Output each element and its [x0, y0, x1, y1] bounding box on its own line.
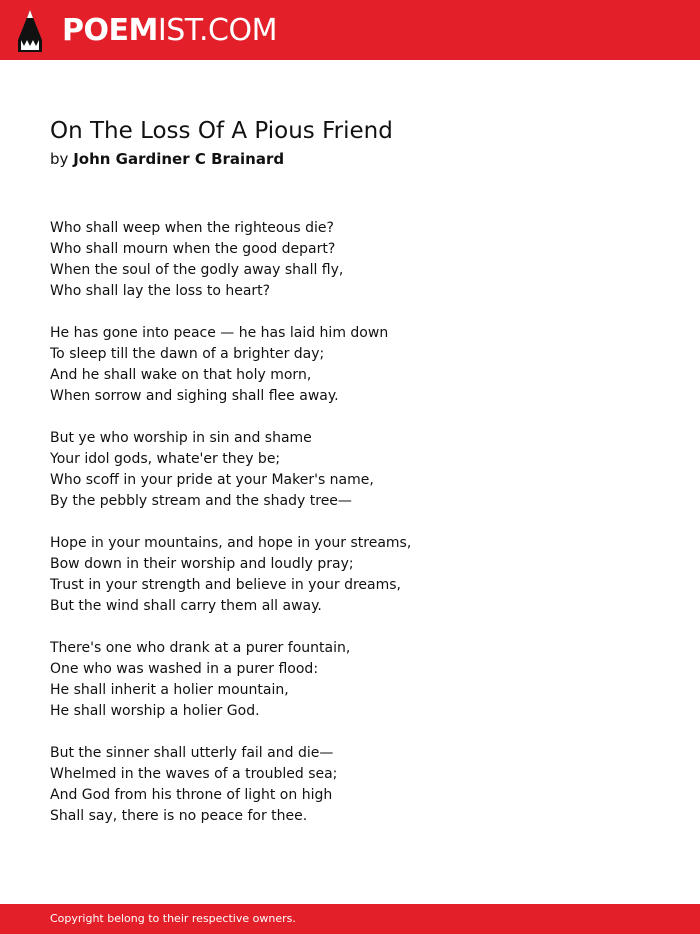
- copyright-text: Copyright belong to their respective owners.: [50, 912, 296, 925]
- author-name: John Gardiner C Brainard: [73, 150, 285, 168]
- poem-line: When the soul of the godly away shall fly,: [50, 262, 344, 278]
- site-footer: [0, 904, 700, 934]
- poem-line: He shall inherit a holier mountain,: [50, 682, 289, 698]
- poem-line: Who scoff in your pride at your Maker's name,: [50, 472, 374, 488]
- stanza: [50, 743, 650, 827]
- poem-line: Who shall mourn when the good depart?: [50, 241, 336, 257]
- poem-line: Bow down in their worship and loudly pray;: [50, 556, 354, 572]
- poem-line: Whelmed in the waves of a troubled sea;: [50, 766, 338, 782]
- poem-line: Who shall weep when the righteous die?: [50, 220, 334, 236]
- poem-line: He has gone into peace — he has laid him down: [50, 325, 389, 341]
- poem-line: When sorrow and sighing shall flee away.: [50, 388, 339, 404]
- logo-light-text: IST.COM: [157, 13, 277, 48]
- poem-line: But the sinner shall utterly fail and die—: [50, 745, 334, 761]
- stanza: [50, 218, 650, 302]
- poem-line: By the pebbly stream and the shady tree—: [50, 493, 352, 509]
- poem-body: [50, 218, 650, 848]
- poem-line: But ye who worship in sin and shame: [50, 430, 312, 446]
- poem-line: And God from his throne of light on high: [50, 787, 333, 803]
- byline: [50, 148, 284, 170]
- poem-line: There's one who drank at a purer fountain,: [50, 640, 351, 656]
- stanza: [50, 428, 650, 512]
- stanza: [50, 638, 650, 722]
- poem-line: Trust in your strength and believe in your dreams,: [50, 577, 401, 593]
- poem-line: He shall worship a holier God.: [50, 703, 260, 719]
- stanza: [50, 323, 650, 407]
- logo-bold-text: POEM: [62, 13, 158, 48]
- poem-line: Your idol gods, whate'er they be;: [50, 451, 281, 467]
- stanza: [50, 533, 650, 617]
- site-header: [0, 0, 700, 60]
- pencil-icon: [18, 10, 42, 52]
- poem-line: And he shall wake on that holy morn,: [50, 367, 312, 383]
- poem-line: But the wind shall carry them all away.: [50, 598, 322, 614]
- poem-line: Hope in your mountains, and hope in your streams,: [50, 535, 412, 551]
- poem-line: One who was washed in a purer flood:: [50, 661, 319, 677]
- by-label: by: [50, 150, 69, 168]
- poem-line: Shall say, there is no peace for thee.: [50, 808, 308, 824]
- poem-line: To sleep till the dawn of a brighter day;: [50, 346, 325, 362]
- poem-title: On The Loss Of A Pious Friend: [50, 118, 393, 144]
- poem-line: Who shall lay the loss to heart?: [50, 283, 271, 299]
- site-logo[interactable]: [62, 11, 277, 51]
